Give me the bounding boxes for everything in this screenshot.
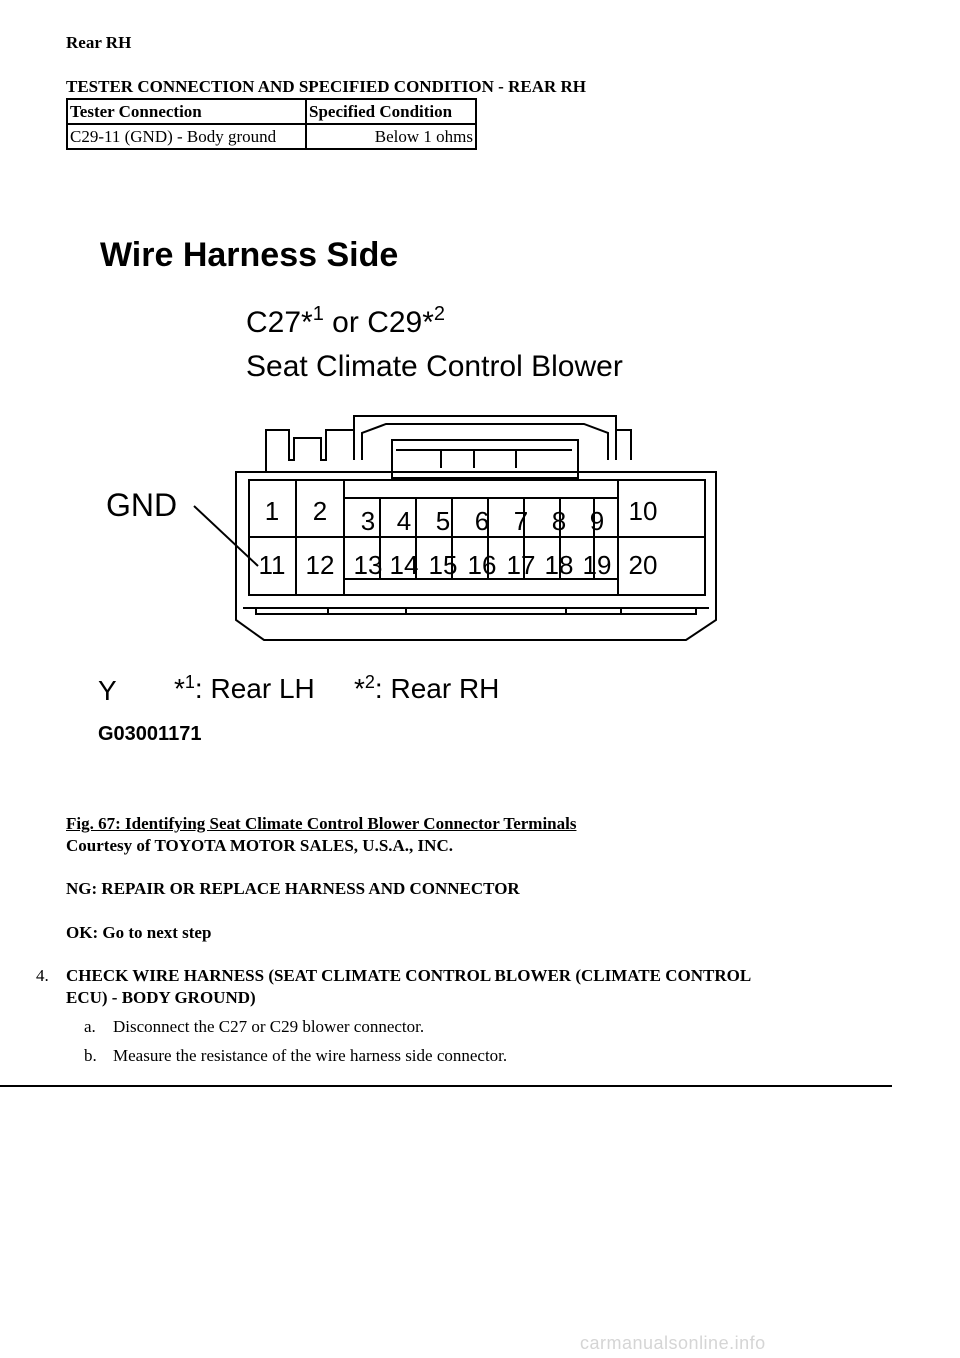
terminal-9: 9 xyxy=(589,506,605,536)
substep-b-text: Measure the resistance of the wire harness side connector. xyxy=(113,1046,508,1065)
terminal-15: 15 xyxy=(428,550,458,580)
ng-result: NG: REPAIR OR REPLACE HARNESS AND CONNECTOR xyxy=(66,879,520,898)
step-number: 4. xyxy=(36,966,49,985)
section-heading: Rear RH xyxy=(66,33,132,52)
terminal-19: 19 xyxy=(582,550,612,580)
terminal-8: 8 xyxy=(551,506,567,536)
terminal-3: 3 xyxy=(360,506,376,536)
terminal-17: 17 xyxy=(506,550,536,580)
ok-result: OK: Go to next step xyxy=(66,923,212,942)
terminal-row-top xyxy=(265,496,658,536)
connector-name: Seat Climate Control Blower xyxy=(246,350,623,383)
terminal-18: 18 xyxy=(544,550,574,580)
table-caption: TESTER CONNECTION AND SPECIFIED CONDITION - REAR RH xyxy=(66,77,586,96)
table-row xyxy=(67,124,476,149)
step-title-continued: ECU) - BODY GROUND) xyxy=(66,988,256,1007)
footnote-rear-rh: *$^2$: Rear RH xyxy=(354,672,500,704)
terminal-5: 5 xyxy=(435,506,451,536)
gnd-label: GND xyxy=(106,487,178,523)
page-divider xyxy=(0,1085,892,1087)
color-code: Y xyxy=(98,675,117,706)
terminal-11: 11 xyxy=(258,550,286,580)
terminal-20: 20 xyxy=(628,550,658,580)
connector-diagram xyxy=(96,228,736,748)
terminal-16: 16 xyxy=(467,550,497,580)
substep-a-marker: a. xyxy=(84,1017,96,1036)
figure-caption-link[interactable]: Fig. 67: Identifying Seat Climate Control Blower Connector Terminals xyxy=(66,814,577,833)
terminal-1: 1 xyxy=(264,496,280,526)
terminal-4: 4 xyxy=(396,506,412,536)
terminal-14: 14 xyxy=(389,550,419,580)
terminal-12: 12 xyxy=(305,550,335,580)
cell-tester-connection: C29-11 (GND) - Body ground xyxy=(67,124,306,149)
table-header-row xyxy=(67,99,476,124)
terminal-2: 2 xyxy=(312,496,328,526)
figure-title: Wire Harness Side xyxy=(100,236,399,274)
terminal-row-bottom xyxy=(259,550,658,580)
figure-credit: Courtesy of TOYOTA MOTOR SALES, U.S.A., INC. xyxy=(66,836,453,855)
terminal-13: 13 xyxy=(353,550,383,580)
terminal-10: 10 xyxy=(628,496,658,526)
terminal-6: 6 xyxy=(474,506,490,536)
cell-specified-condition: Below 1 ohms xyxy=(306,124,476,149)
connector-id: C27*$^1$ or C29*$^2$ xyxy=(246,303,446,339)
spec-table xyxy=(66,98,477,150)
substep-b-marker: b. xyxy=(84,1046,97,1065)
step-title: CHECK WIRE HARNESS (SEAT CLIMATE CONTROL BLOWER (CLIMATE CONTROL xyxy=(66,966,752,985)
header-specified-condition: Specified Condition xyxy=(306,99,476,124)
substep-a-text: Disconnect the C27 or C29 blower connector. xyxy=(113,1017,425,1036)
terminal-7: 7 xyxy=(513,506,529,536)
figure-code: G03001171 xyxy=(98,723,202,745)
site-watermark: carmanualsonline.info xyxy=(580,1333,766,1353)
header-tester-connection: Tester Connection xyxy=(67,99,306,124)
footnote-rear-lh: *$^1$: Rear LH xyxy=(174,672,315,704)
